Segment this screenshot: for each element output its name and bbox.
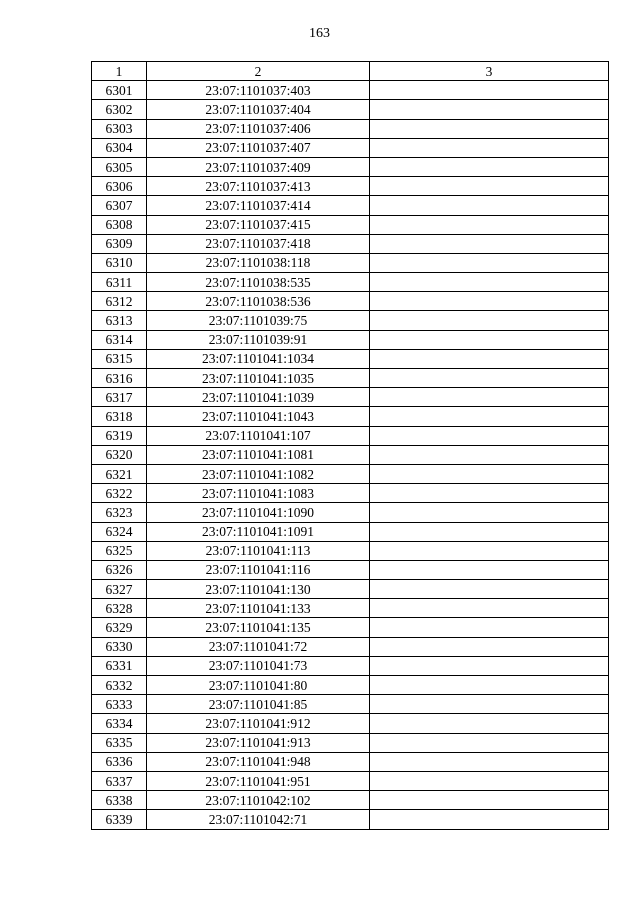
- table-cell-col-3: [370, 388, 609, 407]
- table-cell-col-3: [370, 311, 609, 330]
- table-row: [92, 676, 609, 695]
- table-row: [92, 810, 609, 829]
- table-cell-col-1: 6322: [92, 484, 147, 503]
- table-cell-col-3: [370, 637, 609, 656]
- table-cell-col-3: [370, 656, 609, 675]
- table-cell-col-2: 23:07:1101041:948: [147, 752, 370, 771]
- table-cell-col-2: 23:07:1101037:415: [147, 215, 370, 234]
- table-row: [92, 330, 609, 349]
- table-row: [92, 618, 609, 637]
- table-row: [92, 522, 609, 541]
- table-row: [92, 580, 609, 599]
- table-cell-col-2: 23:07:1101041:1083: [147, 484, 370, 503]
- table-cell-col-2: 23:07:1101037:403: [147, 81, 370, 100]
- table-cell-col-2: 23:07:1101041:1043: [147, 407, 370, 426]
- table-cell-col-3: [370, 157, 609, 176]
- table-cell-col-1: 6312: [92, 292, 147, 311]
- table-row: [92, 752, 609, 771]
- table-cell-col-3: [370, 484, 609, 503]
- table-cell-col-2: 23:07:1101037:414: [147, 196, 370, 215]
- table-row: [92, 215, 609, 234]
- table-cell-col-2: 23:07:1101041:1081: [147, 445, 370, 464]
- table-cell-col-3: [370, 522, 609, 541]
- table-cell-col-3: [370, 541, 609, 560]
- table-cell-col-1: 6321: [92, 464, 147, 483]
- column-header-2: 2: [147, 62, 370, 81]
- table-cell-col-2: 23:07:1101038:536: [147, 292, 370, 311]
- table-cell-col-3: [370, 714, 609, 733]
- table-cell-col-1: 6303: [92, 119, 147, 138]
- table-cell-col-2: 23:07:1101041:135: [147, 618, 370, 637]
- table-row: [92, 388, 609, 407]
- table-cell-col-2: 23:07:1101041:116: [147, 560, 370, 579]
- table-cell-col-2: 23:07:1101037:406: [147, 119, 370, 138]
- table-row: [92, 599, 609, 618]
- table-row: [92, 714, 609, 733]
- table-cell-col-3: [370, 273, 609, 292]
- table-cell-col-1: 6301: [92, 81, 147, 100]
- table-cell-col-2: 23:07:1101039:75: [147, 311, 370, 330]
- table-cell-col-1: 6309: [92, 234, 147, 253]
- table-cell-col-2: 23:07:1101042:71: [147, 810, 370, 829]
- table-cell-col-1: 6307: [92, 196, 147, 215]
- table-cell-col-2: 23:07:1101037:404: [147, 100, 370, 119]
- table-cell-col-2: 23:07:1101041:951: [147, 771, 370, 790]
- table-row: [92, 349, 609, 368]
- table-cell-col-1: 6317: [92, 388, 147, 407]
- table-cell-col-1: 6334: [92, 714, 147, 733]
- table-cell-col-1: 6304: [92, 138, 147, 157]
- table-cell-col-2: 23:07:1101041:133: [147, 599, 370, 618]
- table-cell-col-1: 6323: [92, 503, 147, 522]
- table-row: [92, 637, 609, 656]
- table-cell-col-1: 6338: [92, 791, 147, 810]
- table-row: [92, 292, 609, 311]
- table-header-row: [92, 62, 609, 81]
- column-header-1: 1: [92, 62, 147, 81]
- table-row: [92, 138, 609, 157]
- table-cell-col-2: 23:07:1101041:72: [147, 637, 370, 656]
- table-cell-col-2: 23:07:1101041:113: [147, 541, 370, 560]
- table-cell-col-3: [370, 215, 609, 234]
- table-cell-col-3: [370, 464, 609, 483]
- table-header: [92, 62, 609, 81]
- table-cell-col-1: 6320: [92, 445, 147, 464]
- table-cell-col-1: 6305: [92, 157, 147, 176]
- table-cell-col-2: 23:07:1101041:1082: [147, 464, 370, 483]
- table-cell-col-2: 23:07:1101041:1090: [147, 503, 370, 522]
- table-cell-col-1: 6315: [92, 349, 147, 368]
- table-cell-col-1: 6327: [92, 580, 147, 599]
- table-row: [92, 541, 609, 560]
- table-cell-col-2: 23:07:1101038:535: [147, 273, 370, 292]
- table-cell-col-2: 23:07:1101041:913: [147, 733, 370, 752]
- table-cell-col-3: [370, 771, 609, 790]
- table-row: [92, 119, 609, 138]
- column-header-3: 3: [370, 62, 609, 81]
- table-cell-col-2: 23:07:1101041:912: [147, 714, 370, 733]
- table-cell-col-2: 23:07:1101039:91: [147, 330, 370, 349]
- table-cell-col-2: 23:07:1101037:409: [147, 157, 370, 176]
- table-row: [92, 426, 609, 445]
- table-cell-col-3: [370, 426, 609, 445]
- table-cell-col-3: [370, 292, 609, 311]
- data-table: [91, 61, 609, 830]
- table-row: [92, 234, 609, 253]
- table-cell-col-1: 6314: [92, 330, 147, 349]
- table-cell-col-3: [370, 407, 609, 426]
- table-cell-col-3: [370, 369, 609, 388]
- table-cell-col-2: 23:07:1101041:1035: [147, 369, 370, 388]
- table-row: [92, 656, 609, 675]
- table-row: [92, 311, 609, 330]
- table-row: [92, 733, 609, 752]
- table-cell-col-1: 6328: [92, 599, 147, 618]
- table-cell-col-1: 6316: [92, 369, 147, 388]
- table-cell-col-3: [370, 177, 609, 196]
- table-cell-col-2: 23:07:1101041:1091: [147, 522, 370, 541]
- table-cell-col-3: [370, 503, 609, 522]
- table-cell-col-1: 6336: [92, 752, 147, 771]
- table-cell-col-1: 6337: [92, 771, 147, 790]
- table-cell-col-3: [370, 599, 609, 618]
- table-cell-col-2: 23:07:1101041:130: [147, 580, 370, 599]
- table-cell-col-1: 6318: [92, 407, 147, 426]
- table-cell-col-3: [370, 695, 609, 714]
- table-cell-col-1: 6319: [92, 426, 147, 445]
- table-row: [92, 196, 609, 215]
- table-row: [92, 253, 609, 272]
- table-cell-col-1: 6326: [92, 560, 147, 579]
- page-number: 163: [309, 26, 330, 41]
- table-cell-col-2: 23:07:1101041:85: [147, 695, 370, 714]
- table-cell-col-3: [370, 330, 609, 349]
- table-row: [92, 464, 609, 483]
- table-row: [92, 177, 609, 196]
- table-cell-col-2: 23:07:1101037:418: [147, 234, 370, 253]
- table-cell-col-1: 6339: [92, 810, 147, 829]
- table-cell-col-3: [370, 81, 609, 100]
- table-row: [92, 273, 609, 292]
- table-cell-col-1: 6325: [92, 541, 147, 560]
- table-row: [92, 503, 609, 522]
- table-row: [92, 100, 609, 119]
- table-cell-col-3: [370, 580, 609, 599]
- table-cell-col-2: 23:07:1101041:73: [147, 656, 370, 675]
- table-row: [92, 791, 609, 810]
- table-row: [92, 81, 609, 100]
- table-cell-col-3: [370, 196, 609, 215]
- table-row: [92, 157, 609, 176]
- table-cell-col-2: 23:07:1101041:1034: [147, 349, 370, 368]
- table-cell-col-3: [370, 253, 609, 272]
- table-cell-col-2: 23:07:1101041:107: [147, 426, 370, 445]
- table-cell-col-3: [370, 445, 609, 464]
- table-row: [92, 771, 609, 790]
- table-cell-col-2: 23:07:1101042:102: [147, 791, 370, 810]
- table-cell-col-1: 6331: [92, 656, 147, 675]
- table-row: [92, 695, 609, 714]
- table-cell-col-3: [370, 138, 609, 157]
- table-cell-col-2: 23:07:1101041:80: [147, 676, 370, 695]
- table-cell-col-1: 6324: [92, 522, 147, 541]
- table-cell-col-1: 6313: [92, 311, 147, 330]
- table-cell-col-3: [370, 100, 609, 119]
- table-cell-col-2: 23:07:1101038:118: [147, 253, 370, 272]
- table-row: [92, 484, 609, 503]
- table-cell-col-3: [370, 733, 609, 752]
- table-row: [92, 560, 609, 579]
- table-cell-col-3: [370, 234, 609, 253]
- table-cell-col-2: 23:07:1101037:407: [147, 138, 370, 157]
- table-cell-col-3: [370, 119, 609, 138]
- table-cell-col-1: 6332: [92, 676, 147, 695]
- table-cell-col-3: [370, 752, 609, 771]
- table-cell-col-3: [370, 791, 609, 810]
- table-cell-col-3: [370, 618, 609, 637]
- table-cell-col-1: 6310: [92, 253, 147, 272]
- table-cell-col-2: 23:07:1101041:1039: [147, 388, 370, 407]
- table-cell-col-1: 6302: [92, 100, 147, 119]
- table-cell-col-1: 6306: [92, 177, 147, 196]
- table-cell-col-1: 6333: [92, 695, 147, 714]
- table-cell-col-2: 23:07:1101037:413: [147, 177, 370, 196]
- table-cell-col-3: [370, 349, 609, 368]
- table-row: [92, 369, 609, 388]
- table-row: [92, 407, 609, 426]
- table-cell-col-1: 6329: [92, 618, 147, 637]
- table-cell-col-1: 6308: [92, 215, 147, 234]
- table-cell-col-3: [370, 560, 609, 579]
- table-cell-col-3: [370, 676, 609, 695]
- table-cell-col-3: [370, 810, 609, 829]
- table-row: [92, 445, 609, 464]
- table-body: [92, 81, 609, 829]
- table-cell-col-1: 6330: [92, 637, 147, 656]
- table-cell-col-1: 6335: [92, 733, 147, 752]
- table-cell-col-1: 6311: [92, 273, 147, 292]
